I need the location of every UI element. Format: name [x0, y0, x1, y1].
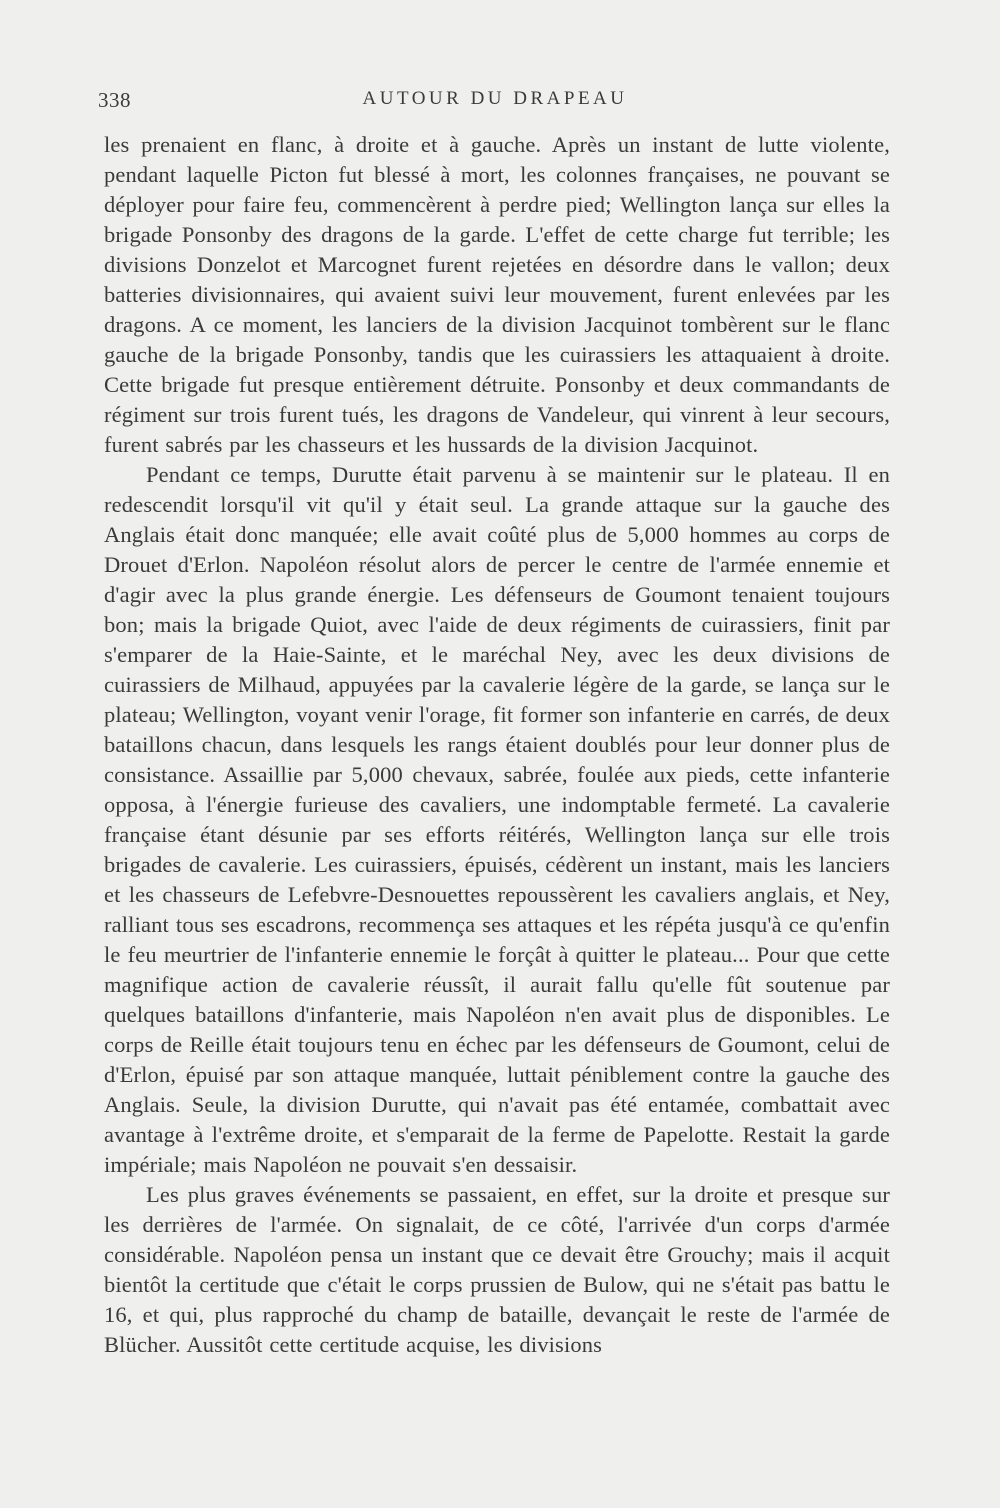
- paragraph-3: Les plus graves événements se passaient, en effet, sur la droite et presque sur les derrières de l'armée. On signalait, de ce côté, l'arrivée d'un corps d'armée considérable. Napoléon pensa un instant que ce devait être Grouchy; mais il acquit bientôt la certitude que c'était le corps prussien de Bulow, qui ne s'était pas battu le 16, et qui, plus rapproché du champ de bataille, devançait le reste de l'armée de Blücher. Aussitôt cette certitude acquise, les divisions: [104, 1182, 890, 1357]
- paragraph-1: les prenaient en flanc, à droite et à gauche. Après un instant de lutte violente, pendant laquelle Picton fut blessé à mort, les colonnes françaises, ne pouvant se déployer pour faire feu, commencèrent à perdre pied; Wellington lança sur elles la brigade Ponsonby des dragons de la garde. L'effet de cette charge fut terrible; les divisions Donzelot et Marcognet furent rejetées en désordre dans le vallon; deux batteries divisionnaires, qui avaient suivi leur mouvement, furent enlevées par les dragons. A ce moment, les lanciers de la division Jacquinot tombèrent sur le flanc gauche de la brigade Ponsonby, tandis que les cuirassiers les attaquaient à droite. Cette brigade fut presque entièrement détruite. Ponsonby et deux commandants de régiment sur trois furent tués, les dragons de Vandeleur, qui vinrent à leur secours, furent sabrés par les chasseurs et les hussards de la division Jacquinot.: [104, 132, 890, 457]
- page-header: [98, 88, 892, 118]
- paragraph-2: Pendant ce temps, Durutte était parvenu à se maintenir sur le plateau. Il en redescendit lorsqu'il vit qu'il y était seul. La grande attaque sur la gauche des Anglais était donc manquée; elle avait coûté plus de 5,000 hommes au corps de Drouet d'Erlon. Napoléon résolut alors de percer le centre de l'armée ennemie et d'agir avec la plus grande énergie. Les défenseurs de Goumont tenaient toujours bon; mais la brigade Quiot, avec l'aide de deux régiments de cuirassiers, finit par s'emparer de la Haie-Sainte, et le maréchal Ney, avec les deux divisions de cuirassiers de Milhaud, appuyées par la cavalerie légère de la garde, se lança sur le plateau; Wellington, voyant venir l'orage, fit former son infanterie en carrés, de deux bataillons chacun, dans lesquels les rangs étaient doublés pour leur donner plus de consistance. Assaillie par 5,000 chevaux, sabrée, foulée aux pieds, cette infanterie opposa, à l'énergie furieuse des cavaliers, une indomptable fermeté. La cavalerie française étant désunie par ses efforts réitérés, Wellington lança sur elle trois brigades de cavalerie. Les cuirassiers, épuisés, cédèrent un instant, mais les lanciers et les chasseurs de Lefebvre-Desnouettes repoussèrent les cavaliers anglais, et Ney, ralliant tous ses escadrons, recommença ses attaques et les répéta jusqu'à ce qu'enfin le feu meurtrier de l'infanterie ennemie le forçât à quitter le plateau... Pour que cette magnifique action de cavalerie réussît, il aurait fallu qu'elle fût soutenue par quelques bataillons d'infanterie, mais Napoléon n'en avait plus de disponibles. Le corps de Reille était toujours tenu en échec par les défenseurs de Goumont, celui de d'Erlon, épuisé par son attaque manquée, luttait péniblement contre la gauche des Anglais. Seule, la division Durutte, qui n'avait pas été entamée, combattait avec avantage à l'extrême droite, et s'emparait de la ferme de Papelotte. Restait la garde impériale; mais Napoléon ne pouvait s'en dessaisir.: [104, 462, 890, 1177]
- body-text: [104, 130, 890, 1360]
- page-number: 338: [98, 88, 131, 112]
- running-title: AUTOUR DU DRAPEAU: [362, 88, 628, 109]
